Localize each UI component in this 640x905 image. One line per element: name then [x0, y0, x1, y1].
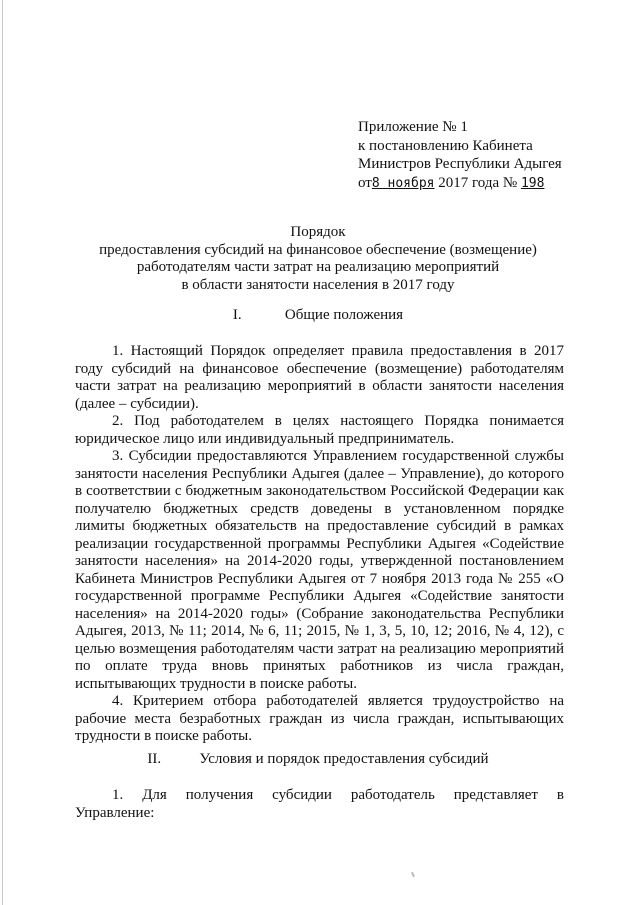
cabinet-line: Министров Республики Адыгея [358, 156, 562, 172]
item-1-word: в [556, 787, 564, 803]
paragraph-4: 4. Критерием отбора работодателей является трудоустройство на рабочие места безработных граждан из числа граждан, испытывающих трудности в поиске работы. [75, 693, 564, 744]
title-line-4: в области занятости населения в 2017 году [181, 276, 455, 293]
section-1-body [75, 343, 564, 746]
paragraph-1: 1. Настоящий Порядок определяет правила предоставления в 2017 году субсидий на финансовое обеспечение (возмещение) работодателям части затрат на реализацию мероприятий в области занятости населения (далее – субсидии). [75, 343, 564, 412]
appendix-label: Приложение № 1 [358, 119, 468, 135]
item-1-word: представляет [453, 787, 538, 803]
item-1-word: получения [185, 787, 254, 803]
section-2-heading [70, 750, 566, 768]
date-line [358, 174, 628, 194]
approval-block [358, 118, 628, 193]
section-2-title: Условия и порядок предоставления субсидий [199, 751, 489, 767]
title-line-3: работодателям части затрат на реализацию мероприятий [136, 259, 500, 275]
scan-speck [411, 872, 415, 877]
section-1-number: I. [232, 307, 242, 323]
item-1-continuation: Управление: [75, 804, 155, 821]
resolution-line: к постановлению Кабинета [358, 137, 533, 154]
item-1-word: работодатель [350, 787, 435, 803]
title-line-1: Порядок [290, 224, 346, 240]
paragraph-2: 2. Под работодателем в целях настоящего Порядка понимается юридическое лицо или индивидуальный предприниматель. [75, 413, 564, 447]
item-1-word: субсидии [272, 787, 332, 803]
section-1-title: Общие положения [284, 307, 404, 323]
item-1-word: Для [142, 787, 167, 803]
paragraph-3: 3. Субсидии предоставляются Управлением государственной службы занятости населения Республики Адыгея (далее – Управление), до которого в соответствии с бюджетным законодательством Российской Федерации как получателю бюджетных средств доведены в установленном порядке лимиты бюджетных обязательств на предоставление субсидий в рамках реализации государственной программы Республики Адыгея «Содействие занятости населения» на 2014-2020 годы, утвержденной постановлением Кабинета Министров Республики Адыгея от 7 ноября 2013 года № 255 «О государственной программе Республики Адыгея «Содействие занятости населения» на 2014-2020 годы» (Собрание законодательства Республики Адыгея, 2013, № 11; 2014, № 6, 11; 2015, № 1, 3, 5, 10, 12; 2016, № 4, 12), с целью возмещения работодателям части затрат на реализацию мероприятий по оплате труда вновь принятых работников из числа граждан, испытывающих трудности в поиске работы. [75, 448, 564, 692]
section-2-number: II. [147, 751, 162, 767]
item-1-first-line [75, 787, 564, 805]
section-1-heading [70, 306, 566, 324]
title-line-2: предоставления субсидий на финансовое обеспечение (возмещение) [99, 241, 537, 258]
date-prefix: от [358, 174, 372, 191]
scan-edge-line [2, 0, 3, 905]
handwritten-number: 198 [520, 175, 545, 191]
item-1 [75, 787, 564, 822]
handwritten-date: 8 ноября [371, 175, 435, 191]
item-1-word: 1. [112, 787, 124, 803]
date-middle: 2017 года № [438, 174, 518, 191]
document-title [70, 224, 566, 294]
